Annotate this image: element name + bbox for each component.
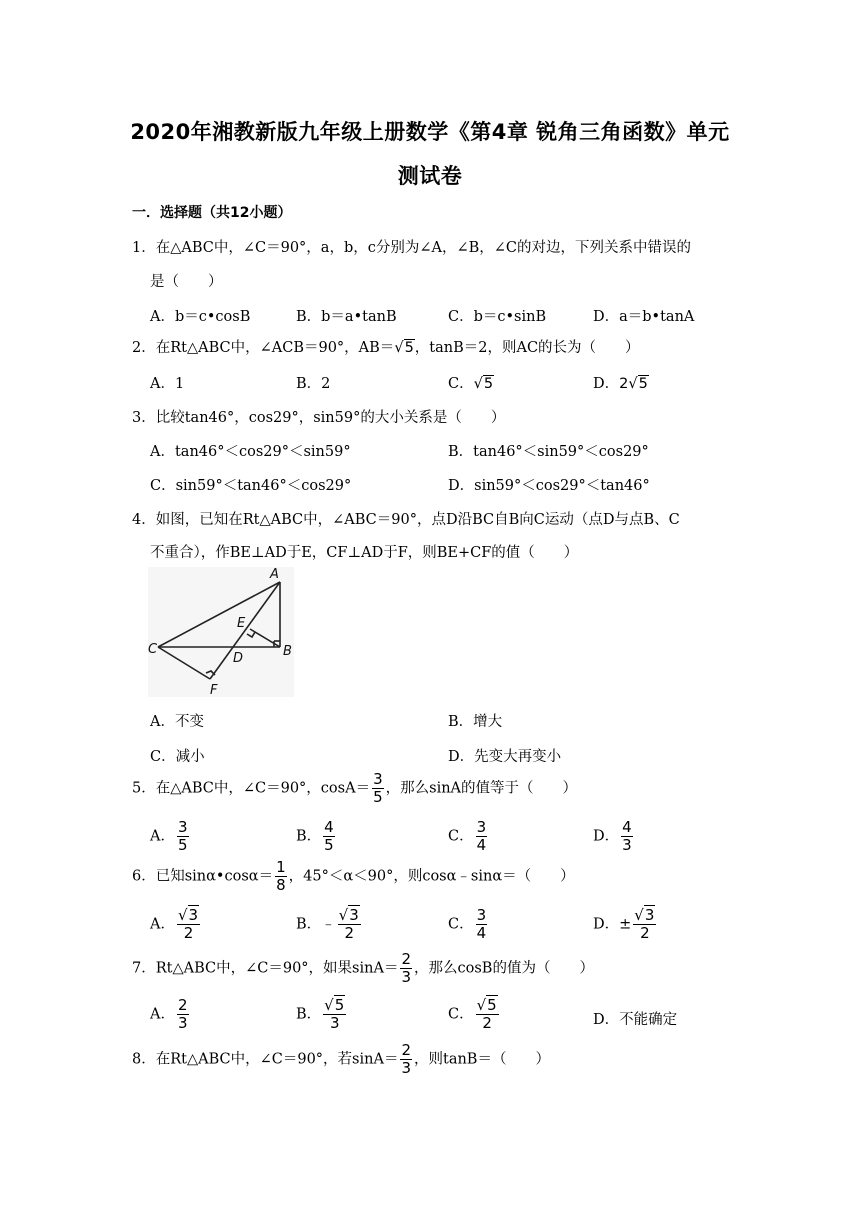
question-1-option-c: C．b＝c•sinB bbox=[448, 309, 547, 325]
question-1-option-d: D．a＝b•tanA bbox=[593, 309, 695, 325]
question-7-option-c bbox=[448, 998, 501, 1031]
sqrt-expression: √5 bbox=[394, 340, 414, 356]
denominator: 2 bbox=[344, 924, 354, 942]
numerator: √3 bbox=[338, 906, 359, 924]
numerator: √5 bbox=[476, 996, 497, 1014]
page-title-continued: 测试卷 bbox=[397, 164, 463, 188]
question-2-stem bbox=[132, 336, 640, 357]
radicand: 3 bbox=[188, 906, 199, 924]
question-1-stem-continued: 是（ ） bbox=[150, 274, 223, 290]
fraction bbox=[323, 998, 346, 1031]
denominator: 3 bbox=[329, 1014, 340, 1032]
fraction bbox=[476, 998, 499, 1031]
fraction bbox=[400, 1043, 412, 1076]
fraction bbox=[177, 908, 200, 941]
radicand: 5 bbox=[487, 996, 497, 1014]
fraction bbox=[177, 820, 189, 853]
question-2-option-c bbox=[448, 372, 494, 393]
option-label: A． bbox=[150, 1006, 175, 1023]
denominator: 5 bbox=[177, 836, 188, 854]
question-6-option-b bbox=[296, 908, 363, 941]
radicand: 3 bbox=[349, 906, 359, 924]
numerator: √3 bbox=[177, 906, 199, 924]
question-4-option-a: A．不变 bbox=[150, 714, 204, 730]
question-7-option-b bbox=[296, 998, 348, 1031]
figure-label-a: A bbox=[270, 567, 279, 582]
stem-text: 7．Rt△ABC中，∠C＝90°，如果sinA＝ bbox=[132, 960, 399, 977]
option-label: B． bbox=[296, 828, 322, 845]
question-1-option-b: B．b＝a•tanB bbox=[296, 309, 397, 325]
stem-text: 8．在Rt△ABC中，∠C＝90°，若sinA＝ bbox=[132, 1051, 399, 1068]
figure-label-d: D bbox=[233, 651, 244, 666]
sqrt-expression: √5 bbox=[473, 376, 494, 392]
numerator: 1 bbox=[276, 858, 286, 876]
question-5-option-a bbox=[150, 820, 191, 853]
numerator: 3 bbox=[476, 906, 487, 924]
right-angle-mark-e bbox=[247, 632, 255, 637]
option-label: B．﹣ bbox=[296, 916, 336, 933]
numerator: 4 bbox=[324, 818, 334, 836]
figure-label-b: B bbox=[283, 644, 292, 659]
question-7-stem bbox=[132, 952, 594, 985]
geometry-figure bbox=[148, 567, 294, 697]
numerator: 3 bbox=[177, 818, 188, 836]
fraction bbox=[338, 908, 361, 941]
stem-text: ，那么cosB的值为（ ） bbox=[414, 960, 594, 977]
segment-cf bbox=[158, 647, 210, 679]
question-2-option-a: A．1 bbox=[150, 376, 185, 392]
stem-text: 6．已知sinα•cosα＝ bbox=[132, 868, 274, 885]
question-4-stem-continued: 不重合），作BE⊥AD于E，CF⊥AD于F，则BE+CF的值（ ） bbox=[150, 545, 579, 561]
question-5-stem bbox=[132, 772, 577, 805]
numerator: 3 bbox=[476, 818, 487, 836]
denominator: 3 bbox=[177, 1014, 188, 1032]
numerator: 2 bbox=[401, 950, 411, 968]
section-heading: 一．选择题（共12小题） bbox=[132, 205, 292, 221]
denominator: 4 bbox=[476, 924, 487, 942]
radicand: 5 bbox=[334, 996, 345, 1014]
radicand: 5 bbox=[638, 376, 648, 392]
denominator: 3 bbox=[622, 836, 632, 854]
radicand: 5 bbox=[483, 376, 494, 392]
question-7-option-a bbox=[150, 998, 191, 1031]
triangle-diagram bbox=[148, 567, 294, 697]
question-6-option-c bbox=[448, 908, 489, 941]
fraction bbox=[621, 820, 633, 853]
figure-label-c: C bbox=[148, 642, 158, 657]
option-label: C． bbox=[448, 828, 474, 845]
figure-label-f: F bbox=[210, 683, 218, 697]
question-2-stem-text-a: 2．在Rt△ABC中，∠ACB＝90°，AB＝ bbox=[132, 340, 395, 356]
radicand: 5 bbox=[404, 340, 414, 356]
option-label: D． bbox=[593, 376, 620, 392]
question-7-option-d: D．不能确定 bbox=[593, 1012, 678, 1028]
question-3-option-d: D．sin59°＜cos29°＜tan46° bbox=[448, 478, 650, 494]
option-label: D．± bbox=[593, 916, 632, 933]
question-1-option-a: A．b＝c•cosB bbox=[150, 309, 251, 325]
option-label: D． bbox=[593, 828, 620, 845]
question-2-stem-text-b: ，tanB＝2，则AC的长为（ ） bbox=[414, 340, 640, 356]
segment-ca bbox=[158, 582, 280, 647]
numerator: √5 bbox=[324, 996, 345, 1014]
question-5-option-d bbox=[593, 820, 635, 853]
option-label: A． bbox=[150, 916, 175, 933]
fraction bbox=[476, 908, 488, 941]
stem-text: ，45°＜α＜90°，则cosα﹣sinα＝（ ） bbox=[288, 868, 575, 885]
right-angle-mark-f bbox=[206, 671, 215, 675]
numerator: 4 bbox=[622, 818, 632, 836]
coefficient: 2 bbox=[619, 376, 629, 392]
numerator: 3 bbox=[373, 770, 383, 788]
question-2-option-d bbox=[593, 372, 649, 393]
denominator: 5 bbox=[324, 836, 334, 854]
denominator: 2 bbox=[183, 924, 194, 942]
question-3-option-a: A．tan46°＜cos29°＜sin59° bbox=[150, 444, 351, 460]
stem-text: ，则tanB＝（ ） bbox=[414, 1051, 550, 1068]
question-6-stem bbox=[132, 860, 575, 893]
fraction bbox=[275, 860, 287, 893]
question-1-stem: 1．在△ABC中，∠C＝90°，a，b，c分别为∠A，∠B，∠C的对边，下列关系中错误的 bbox=[132, 240, 692, 256]
question-4-option-b: B．增大 bbox=[448, 714, 503, 730]
question-5-option-c bbox=[448, 820, 489, 853]
question-4-option-c: C．减小 bbox=[150, 749, 205, 765]
question-6-option-a bbox=[150, 908, 202, 941]
page-title: 2020年湘教新版九年级上册数学《第4章 锐角三角函数》单元 bbox=[130, 120, 730, 144]
question-5-option-b bbox=[296, 820, 337, 853]
denominator: 5 bbox=[373, 788, 383, 806]
option-label: B． bbox=[296, 1006, 322, 1023]
denominator: 3 bbox=[401, 968, 411, 986]
stem-text: 5．在△ABC中，∠C＝90°，cosA＝ bbox=[132, 780, 371, 797]
fraction bbox=[323, 820, 335, 853]
sqrt-expression: 2√5 bbox=[619, 376, 648, 392]
option-label: C． bbox=[448, 916, 474, 933]
stem-text: ，那么sinA的值等于（ ） bbox=[385, 780, 578, 797]
question-4-option-d: D．先变大再变小 bbox=[448, 749, 562, 765]
question-8-stem bbox=[132, 1043, 550, 1076]
option-label: C． bbox=[448, 376, 474, 392]
radicand: 3 bbox=[644, 906, 655, 924]
denominator: 2 bbox=[482, 1014, 492, 1032]
figure-label-e: E bbox=[237, 616, 246, 631]
question-3-option-c: C．sin59°＜tan46°＜cos29° bbox=[150, 478, 352, 494]
question-2-option-b: B．2 bbox=[296, 376, 331, 392]
numerator: 2 bbox=[177, 996, 188, 1014]
denominator: 2 bbox=[640, 924, 650, 942]
question-3-stem: 3．比较tan46°，cos29°，sin59°的大小关系是（ ） bbox=[132, 410, 506, 426]
fraction bbox=[633, 908, 656, 941]
question-3-option-b: B．tan46°＜sin59°＜cos29° bbox=[448, 444, 649, 460]
fraction bbox=[372, 772, 384, 805]
denominator: 8 bbox=[276, 876, 286, 894]
denominator: 4 bbox=[476, 836, 487, 854]
option-label: C． bbox=[448, 1006, 474, 1023]
option-label: A． bbox=[150, 828, 175, 845]
numerator: 2 bbox=[401, 1041, 411, 1059]
fraction bbox=[476, 820, 488, 853]
fraction bbox=[400, 952, 412, 985]
fraction bbox=[177, 998, 189, 1031]
numerator: √3 bbox=[634, 906, 655, 924]
question-6-option-d bbox=[593, 908, 658, 941]
question-4-stem: 4．如图，已知在Rt△ABC中，∠ABC＝90°，点D沿BC自B向C运动（点D与点B、C bbox=[132, 512, 680, 528]
denominator: 3 bbox=[401, 1059, 411, 1077]
